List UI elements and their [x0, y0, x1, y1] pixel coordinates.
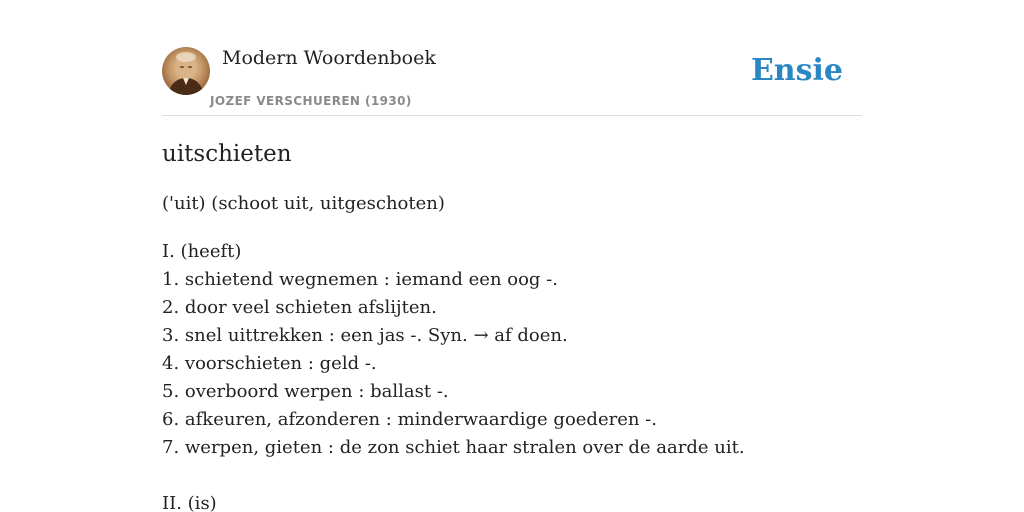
definition-item: 7. werpen, gieten : de zon schiet haar stralen over de aarde uit. — [162, 437, 745, 458]
entry-content — [162, 138, 862, 512]
definition-item: 4. voorschieten : geld -. — [162, 353, 377, 374]
entry-headword: uitschieten — [162, 141, 292, 167]
definition-item: 5. overboord werpen : ballast -. — [162, 381, 449, 402]
definition-item: 6. afkeuren, afzonderen : minderwaardige goederen -. — [162, 409, 657, 430]
author-avatar[interactable] — [162, 47, 210, 95]
definition-item: 1. schietend wegnemen : iemand een oog -. — [162, 269, 558, 290]
entry-section-1 — [162, 238, 862, 462]
dictionary-author: JOZEF VERSCHUEREN (1930) — [210, 94, 412, 108]
ensie-logo-link[interactable]: Ensie — [750, 53, 843, 88]
entry-section-2 — [162, 490, 862, 512]
author-portrait-image — [162, 47, 210, 95]
definition-list — [162, 266, 862, 462]
source-header — [162, 46, 862, 116]
definition-item: 2. door veel schieten afslijten. — [162, 297, 437, 318]
dictionary-title[interactable]: Modern Woordenboek — [222, 47, 436, 69]
section-label: I. (heeft) — [162, 241, 242, 262]
entry-pronunciation: ('uit) (schoot uit, uitgeschoten) — [162, 193, 445, 214]
section-label: II. (is) — [162, 493, 217, 512]
definition-item: 3. snel uittrekken : een jas -. Syn. → af doen. — [162, 325, 568, 346]
